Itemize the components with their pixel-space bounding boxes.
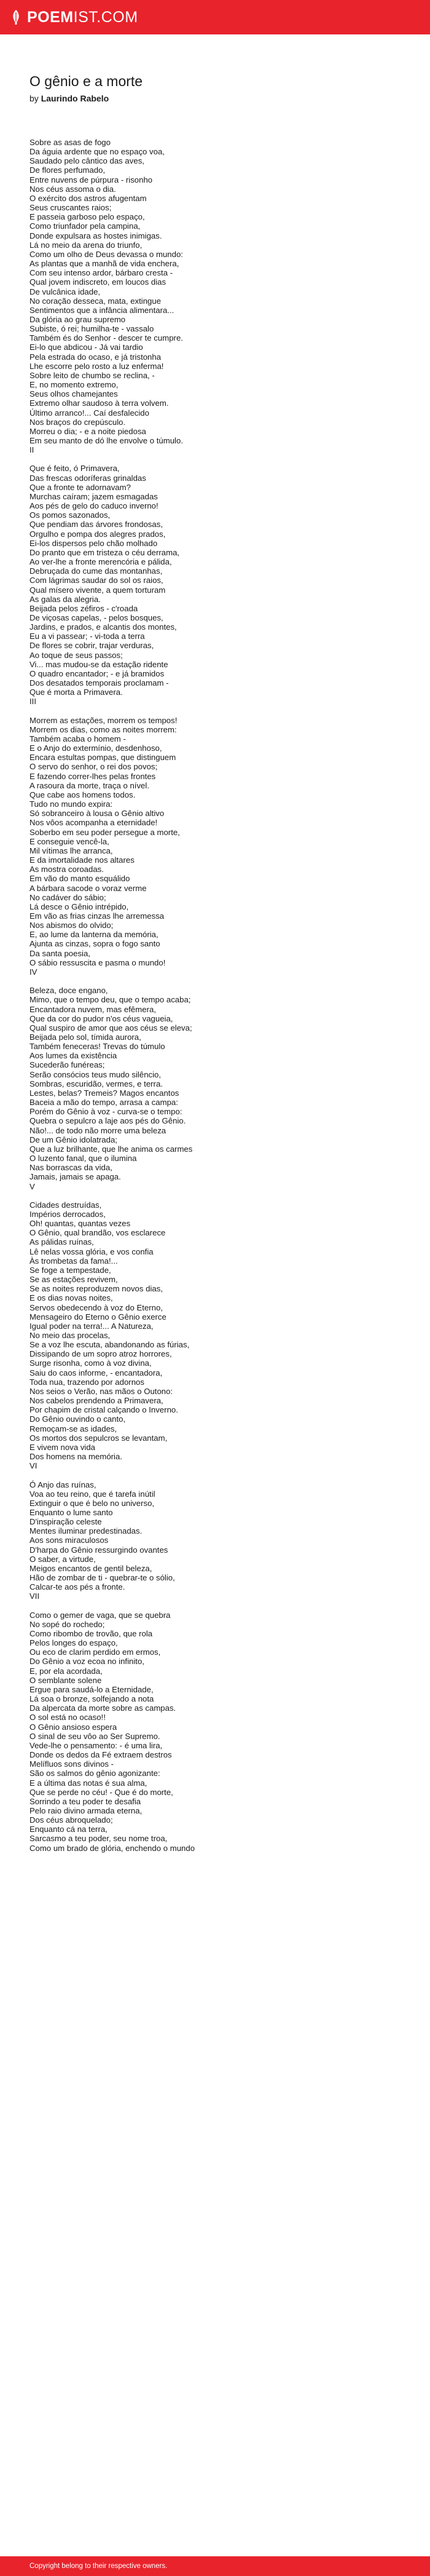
poem-body: Sobre as asas de fogo Da águia ardente que no espaço voa, Saudado pelo cântico das aves, De flores perfumado, Entre nuvens de púrpura - risonho Nos céus assoma o dia. O exército dos astros afugentam Seus cruscantes raios; E passeia garboso pelo espaço, Como triunfador pela campina, Donde expulsara as hostes inimigas. Lá no meio da arena do triunfo, Como um olho de Deus devassa o mundo: As plantas que a manhã de vida enchera, Com seu intenso ardor, bárbaro cresta - Qual jovem indiscreto, em loucos dias De vulcânica idade, No coração desseca, mata, extingue Sentimentos que a infância alimentara... Da glória ao grau supremo Subiste, ó rei; humilha-te - vassalo Também és do Senhor - descer te cumpre. Ei-lo que abdicou - Já vai tardio Pela estrada do ocaso, e já tristonha Lhe escorre pelo rosto a luz enferma! Sobre leito de chumbo se reclina, - E, no momento extremo, Seus olhos chamejantes Extremo olhar saudoso à terra volvem. Último arranco!... Caí desfalecido Nos braços do crepúsculo. Morreu o dia; - e a noite piedosa Em seu manto de dó lhe envolve o túmulo. II Que é feito, ó Primavera, Das frescas odoríferas grinaldas Que a fronte te adornavam? Murchas caíram; jazem esmagadas Aos pés de gelo do caduco inverno! Os pomos sazonados, Que pendiam das árvores frondosas, Orgulho e pompa dos alegres prados, Ei-los dispersos pelo chão molhado Do pranto que em tristeza o céu derrama, Ao ver-lhe a fronte merencória e pálida, Debruçada do cume das montanhas, Com lágrimas saudar do sol os raios, Qual mísero vivente, a quem torturam As galas da alegria. Beijada pelos zéfiros - c'roada De viçosas capelas, - pelos bosques, Jardins, e prados, e alcantis dos montes, Eu a vi passear; - vi-toda a terra De flores se cobrir, trajar verduras, Ao toque de seus passos; Vi... mas mudou-se da estação ridente O quadro encantador; - e já bramidos Dos desatados temporais proclamam - Que é morta a Primavera. III Morrem as estações, morrem os tempos! Morrem os dias, como as noites morrem: Também acaba o homem - E o Anjo do extermínio, desdenhoso, Encara estultas pompas, que distinguem O servo do senhor, o rei dos povos; E fazendo correr-lhes pelas frontes A rasoura da morte, traça o nível. Que cabe aos homens todos. Tudo no mundo expira: Só sobranceiro à lousa o Gênio altivo Nos vôos acompanha a eternidade! Soberbo em seu poder persegue a morte, E conseguie vencê-la, Mil vítimas lhe arranca, E da imortalidade nos altares As mostra coroadas. Em vão do manto esquálido A bárbara sacode o voraz verme No cadáver do sábio; Lá desce o Gênio intrépido, Em vão as frias cinzas lhe arremessa Nos abismos do olvido; E, ao lume da lanterna da memória, Ajunta as cinzas, sopra o fogo santo Da santa poesia, O sábio ressuscita e pasma o mundo! IV Beleza, doce engano, Mimo, que o tempo deu, que o tempo acaba; Encantadora nuvem, mas efêmera, Que da cor do pudor n'os céus vagueia, Qual suspiro de amor que aos céus se eleva; Beijada pelo sol, tímida aurora, Também feneceras! Trevas do túmulo Aos lumes da existência Sucederão funéreas; Serão consócios teus mudo silêncio, Sombras, escuridão, vermes, e terra. Lestes, belas? Tremeis? Magos encantos Baceia a mão do tempo, arrasa a campa: Porém do Gênio à voz - curva-se o tempo: Quebra o sepulcro a laje aos pés do Gênio. Não!... de todo não morre uma beleza De um Gênio idolatrada; Que a luz brilhante, que lhe anima os carmes O luzento fanal, que o ilumina Nas borrascas da vida, Jamais, jamais se apaga. V Cidades destruídas, Impérios derrocados, Oh! quantas, quantas vezes O Gênio, qual brandão, vos esclarece As pálidas ruínas, Lê nelas vossa glória, e vos confia Às trombetas da fama!... Se foge a tempestade, Se as estações revivem, Se as noites reproduzem novos dias, E os dias novas noites, Servos obedecendo à voz do Eterno, Mensageiro do Eterno o Gênio exerce Igual poder na terra!... A Natureza, No meio das procelas, Se a voz lhe escuta, abandonando as fúrias, Dissipando de um sopro atroz horrores, Surge risonha, como à voz divina, Saiu do caos informe, - encantadora, Toda nua, trazendo por adornos Nos seios o Verão, nas mãos o Outono: Nos cabelos prendendo a Primavera, Por chapim de cristal calçando o Inverno. Do Gênio ouvindo o canto, Remoçam-se as idades, Os mortos dos sepulcros se levantam, E vivem nova vida Dos homens na memória. VI Ó Anjo das ruínas, Voa ao teu reino, que é tarefa inútil Extinguir o que é belo no universo, Enquanto o lume santo D'inspiração celeste Mentes iluminar predestinadas. Aos sons miraculosos D'harpa do Gênio ressurgindo ovantes O saber, a virtude, Meigos encantos de gentil beleza, Hão de zombar de ti - quebrar-te o sólio, Calcar-te aos pés a fronte. VII Como o gemer de vaga, que se quebra No sopé do rochedo; Como ribombo de trovão, que rola Pelos longes do espaço, Ou eco de clarim perdido em ermos, Do Gênio a voz ecoa no infinito, E, por ela acordada, O semblante solene Ergue para saudá-lo a Eternidade, Lá soa o bronze, solfejando a nota Da alpercata da morte sobre as campas. O sol está no ocaso!! O Gênio ansioso espera O sinal de seu vôo ao Ser Supremo. Vede-lhe o pensamento: - é uma lira, Donde os dedos da Fé extraem destros Melífluos sons divinos - São os salmos do gênio agonizante: E a última das notas é sua alma, Que se perde no céu! - Que é do morte, Sorrindo a teu poder te desafia Pelo raio divino armada eterna, Dos céus abroquelado; Enquanto cá na terra, Sarcasmo a teu poder, seu nome troa, Como um brado de glória, enchendo o mundo xyxy=(29,138,195,1853)
byline xyxy=(29,93,373,103)
copyright-text: Copyright belong to their respective owners. xyxy=(29,2562,168,2570)
brand-bold: POEM xyxy=(27,8,74,26)
brand-rest: IST.COM xyxy=(73,8,138,26)
poem-container xyxy=(29,73,373,1853)
site-logo-link[interactable] xyxy=(27,9,138,26)
footer-bar xyxy=(0,2556,430,2576)
poem-title: O gênio e a morte xyxy=(29,73,143,89)
top-bar xyxy=(0,0,430,34)
byline-prefix: by xyxy=(29,93,39,103)
author-link[interactable]: Laurindo Rabelo xyxy=(41,93,109,103)
quill-pen-icon xyxy=(10,9,22,25)
